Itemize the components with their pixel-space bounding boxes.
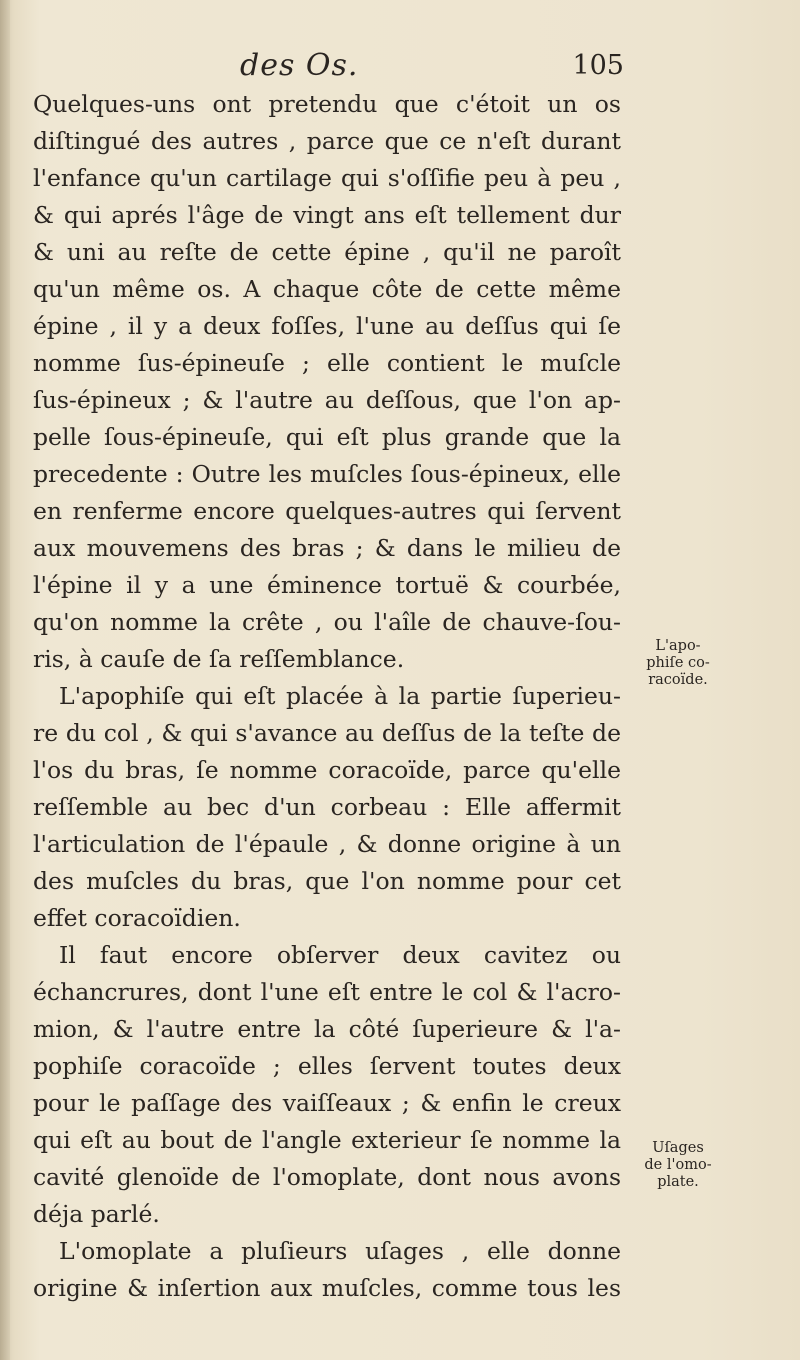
margin-note-apophise <box>636 638 720 689</box>
text-line: épine , il y a deux foſſes, l'une au deſſus qui ſe <box>33 312 621 340</box>
margin-note-line: plate. <box>657 1174 699 1190</box>
text-line: l'enfance qu'un cartilage qui s'oſſifie peu à peu , <box>33 164 621 192</box>
running-title: des Os. <box>240 48 359 83</box>
margin-note-usages <box>636 1140 720 1191</box>
text-line: aux mouvemens des bras ; & dans le milieu de <box>33 534 621 562</box>
text-line: l'articulation de l'épaule , & donne origine à un <box>33 830 621 858</box>
text-line: ſus-épineux ; & l'autre au deſſous, que l'on ap- <box>33 386 621 414</box>
text-line: des muſcles du bras, que l'on nomme pour cet <box>33 867 621 895</box>
page-number: 105 <box>572 50 624 81</box>
margin-note-line: L'apo- <box>655 638 701 654</box>
body-text <box>33 86 621 1307</box>
text-line: diſtingué des autres , parce que ce n'eſt durant <box>33 127 621 155</box>
text-line: pelle ſous-épineuſe, qui eſt plus grande que la <box>33 423 621 451</box>
text-line: effet coracoïdien. <box>33 904 241 932</box>
text-line: l'épine il y a une éminence tortuë & courbée, <box>33 571 621 599</box>
margin-note-line: de l'omo- <box>644 1157 712 1173</box>
text-line: ris, à cauſe de ſa reſſemblance. <box>33 645 405 673</box>
text-line: nomme ſus-épineuſe ; elle contient le muſcle <box>33 349 621 377</box>
text-line: pophiſe coracoïde ; elles ſervent toutes deux <box>33 1052 621 1080</box>
text-line: mion, & l'autre entre la côté ſuperieure & l'a- <box>33 1015 621 1043</box>
page-header <box>30 48 630 88</box>
margin-note-line: phiſe co- <box>646 655 710 671</box>
text-line: l'os du bras, ſe nomme coracoïde, parce qu'elle <box>33 756 621 784</box>
text-line: origine & inſertion aux muſcles, comme tous les <box>33 1274 621 1302</box>
text-line: pour le paſſage des vaiſſeaux ; & enfin le creux <box>33 1089 621 1117</box>
text-line: échancrures, dont l'une eſt entre le col & l'acro- <box>33 978 621 1006</box>
text-line: qui eſt au bout de l'angle exterieur ſe nomme la <box>33 1126 621 1154</box>
text-line: precedente : Outre les muſcles ſous-épineux, elle <box>33 460 621 488</box>
margin-note-line: Uſages <box>652 1140 704 1156</box>
text-line: Il faut encore obſerver deux cavitez ou <box>59 941 621 969</box>
text-line: L'apophiſe qui eſt placée à la partie ſuperieu- <box>59 682 621 710</box>
text-line: qu'un même os. A chaque côte de cette même <box>33 275 621 303</box>
text-line: reſſemble au bec d'un corbeau : Elle affermit <box>33 793 621 821</box>
text-line: Quelques-uns ont pretendu que c'étoit un os <box>33 90 621 118</box>
text-line: re du col , & qui s'avance au deſſus de la teſte de <box>33 719 621 747</box>
text-line: & uni au reſte de cette épine , qu'il ne paroît <box>33 238 621 266</box>
text-line: qu'on nomme la crête , ou l'aîle de chauve-ſou- <box>33 608 621 636</box>
text-line: & qui aprés l'âge de vingt ans eſt tellement dur <box>33 201 621 229</box>
text-line: L'omoplate a pluſieurs uſages , elle donne <box>59 1237 621 1265</box>
margin-note-line: racoïde. <box>648 672 708 688</box>
page-gutter <box>0 0 10 1360</box>
text-line: déja parlé. <box>33 1200 160 1228</box>
text-line: cavité glenoïde de l'omoplate, dont nous avons <box>33 1163 621 1191</box>
text-line: en renferme encore quelques-autres qui ſervent <box>33 497 621 525</box>
